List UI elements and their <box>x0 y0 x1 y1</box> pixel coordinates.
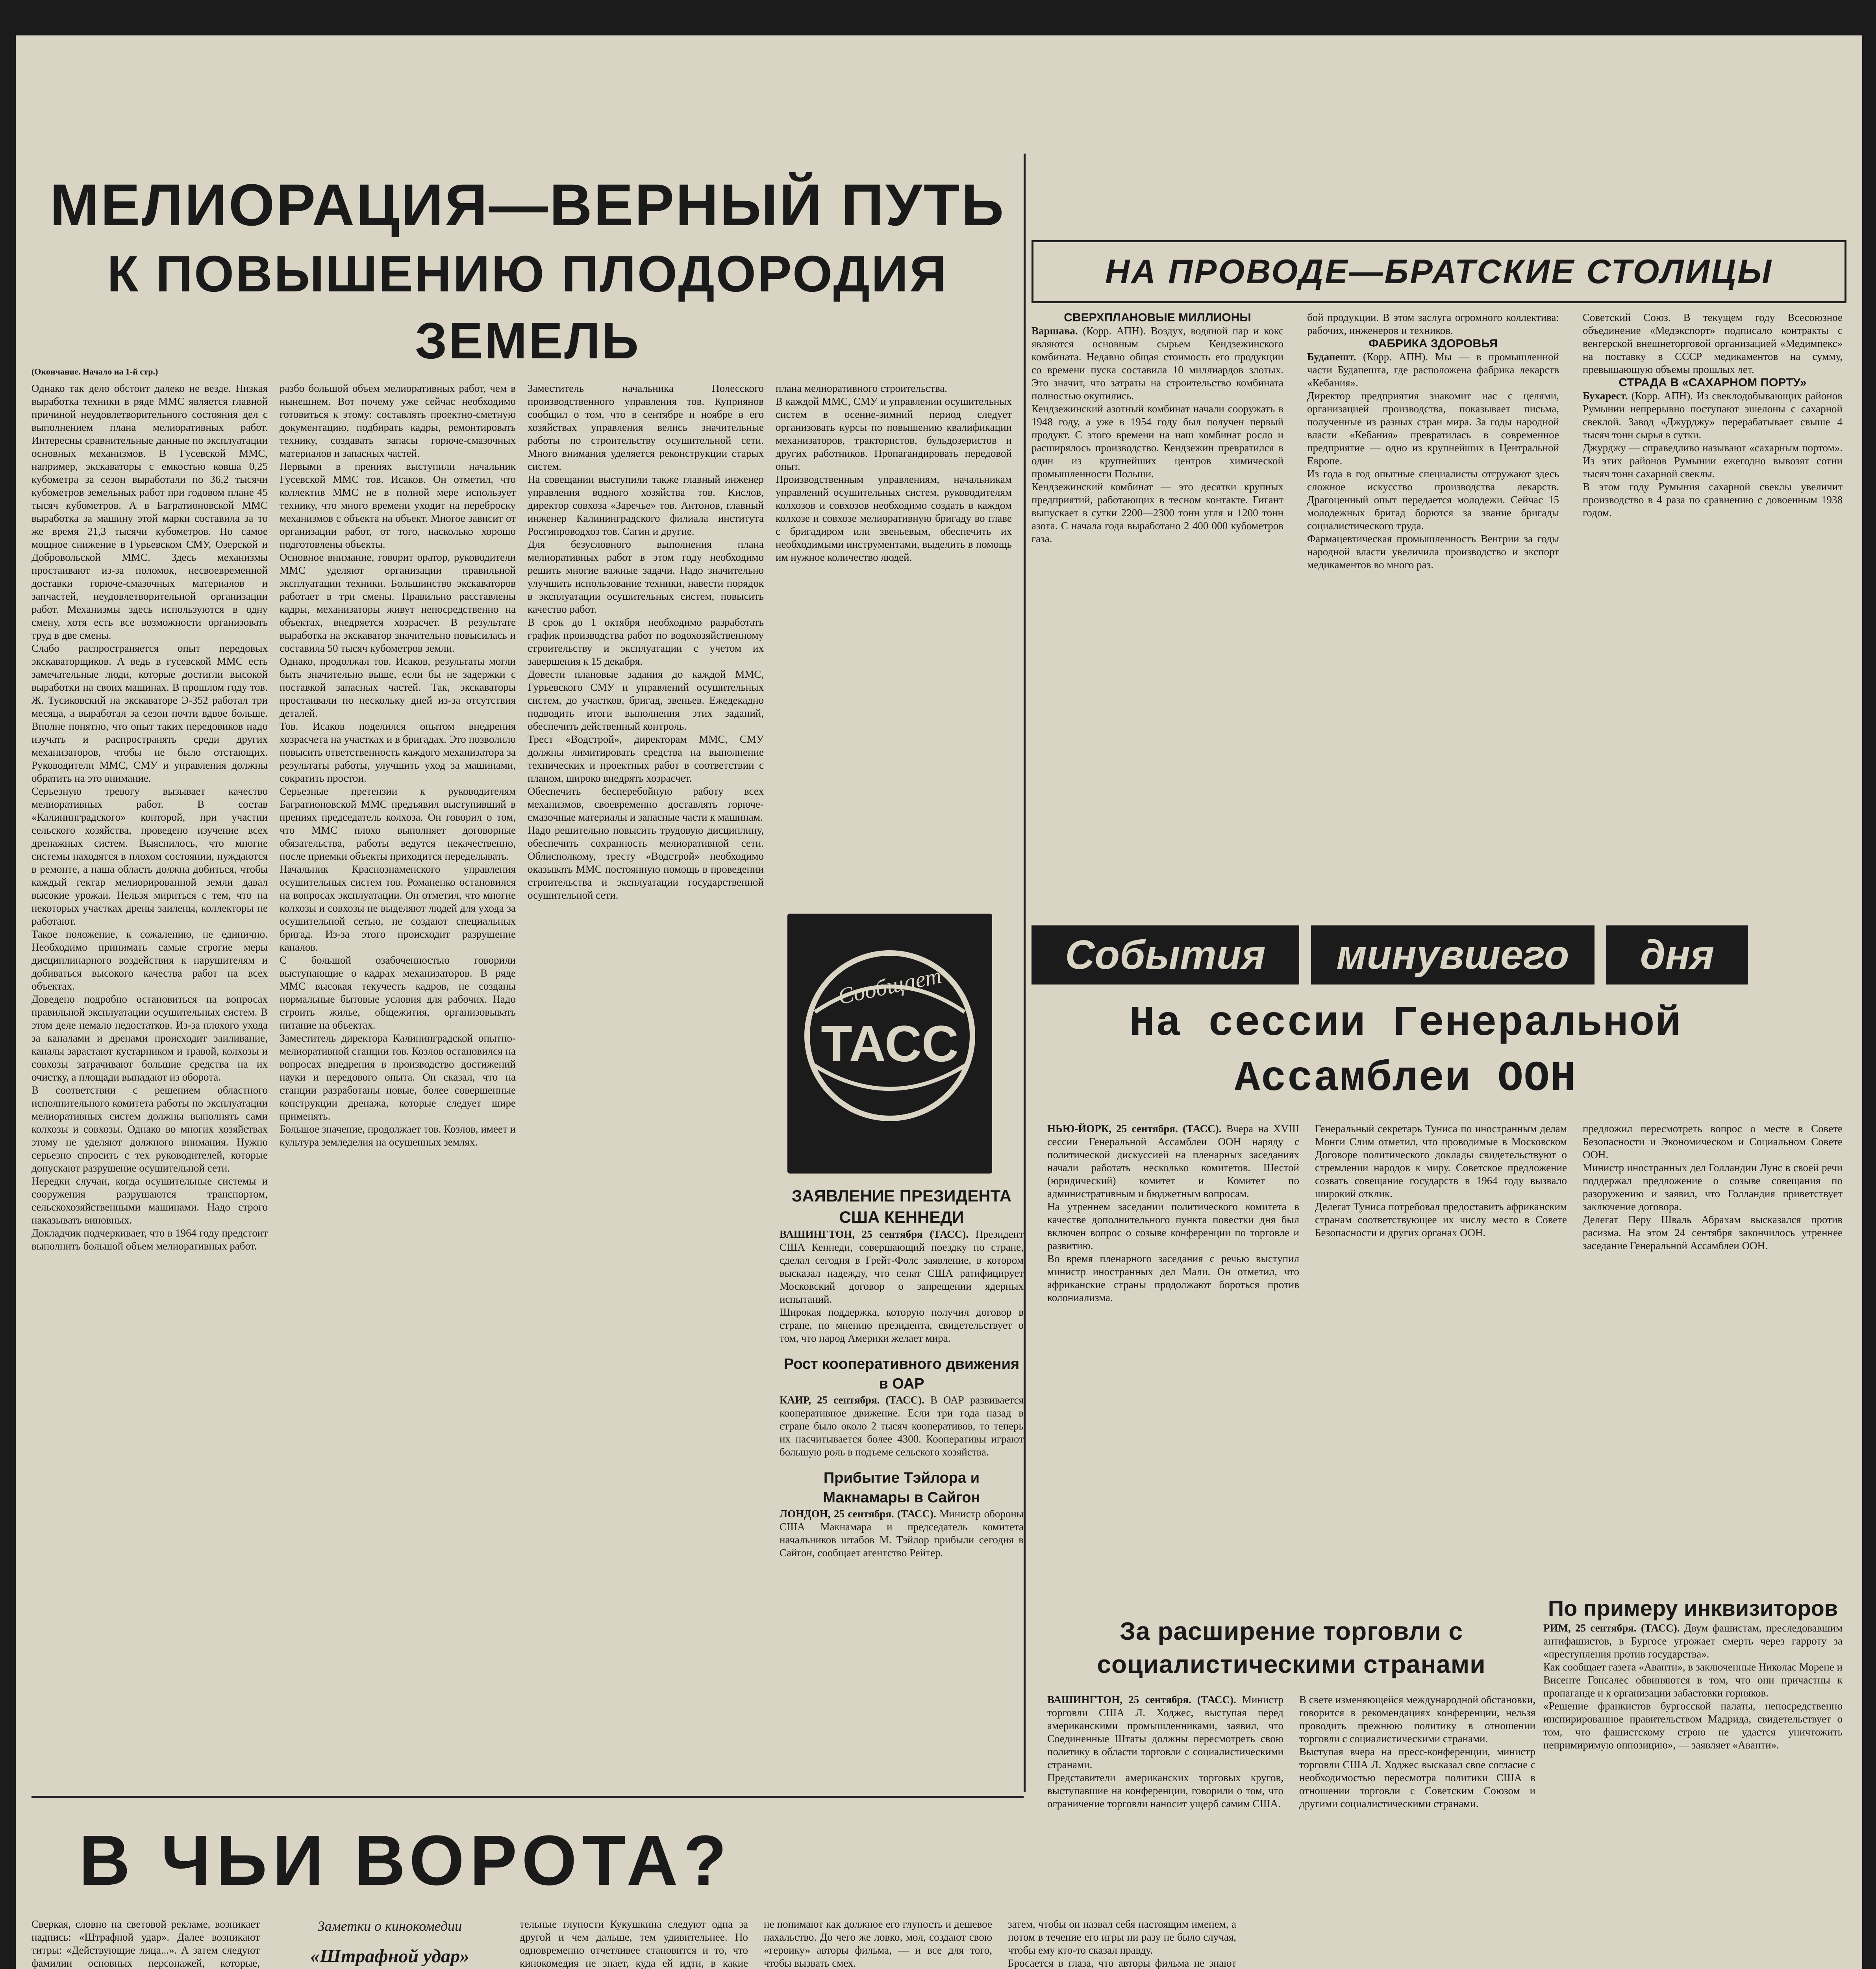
tass-item1-title: ЗАЯВЛЕНИЕ ПРЕЗИДЕНТА США КЕННЕДИ <box>791 1187 1012 1226</box>
un-col-2: Генеральный секретарь Туниса по иностранным делам Монги Слим отметил, что проводимые в Московском Договоре политического доклады свидетельствуют о стремлении народов к миру. Советское предложение созвать совещание государств в 1964 году вызвало широкий отклик. Делегат Туниса потребовал предоставить африканским странам соответствующее их числу место в Совете Безопасности и других органах ООН. <box>1315 1123 1567 1239</box>
main-col-4: плана мелиоративного строительства. В каждой ММС, СМУ и управлении осушительных систем в осенне-зимний период следует организовать курсы по повышению квалификации механизаторов, трактористов, бульдозеристов и других работников. Пропагандировать передовой опыт. Производственным управлениям, начальникам управлений осушительных систем, руководителям колхозов и совхозов необходимо создать в каждом колхозе и совхозе мелиоративную бригаду во главе с бригадиром или звеньевым, обеспечить их необходимыми инструментами, выделить в помощь им нужное количество людей. <box>776 382 1012 563</box>
main-headline-line1: МЕЛИОРАЦИЯ—ВЕРНЫЙ ПУТЬ <box>50 172 1006 238</box>
review-col-5: затем, чтобы он назвал себя настоящим именем, а потом в течение его игры ни разу не было случая, чтобы ему кто-то сказал правду. Бросается в глаза, что авторы фильма не знают <box>1008 1918 1236 1969</box>
review-col-4: не понимают как должное его глупость и дешевое нахальство. До чего же ловко, мол, создают свою «героику» авторы фильма, — и все для того, чтобы вызвать смех. <box>764 1918 992 1969</box>
review-col-3: тельные глупости Кукушкина следуют одна за другой и чем дальше, тем удивительнее. Но одновременно отчетливее становится и то, что кинокомедия не знает, куда ей идти, в какие <box>520 1918 748 1969</box>
tass-logo-word: Сообщает <box>835 962 944 1010</box>
un-article-body <box>1047 1122 1843 1595</box>
divider-horizontal-middle <box>31 1796 1024 1798</box>
un-col-1: НЬЮ-ЙОРК, 25 сентября. (ТАСС). Вчера на XVIII сессии Генеральной Ассамблеи ООН наряду с политической дискуссией на пленарных заседаниях начали работать несколько комитетов. Шестой (юридический) комитет и Комитет по административным и бюджетным вопросам. На утреннем заседании политического комитета в качестве дополнительного пункта повестки дня был включен вопрос о созыве конференции по торговле и развитию. Во время пленарного заседания с речью выступил министр иностранных дел Мали. Он отметил, что африканские страны продолжают бороться против колониализма. <box>1047 1123 1299 1303</box>
inquisitors-article: По примеру инквизиторов РИМ, 25 сентября. (ТАСС). Двум фашистам, преследовавшим антифашистов, в Бургосе угрожает смерть через гарроту за «преступления против государства». Как сообщает газета «Аванти», в заключенные Николас Морене и Висенте Гонсалес обвиняются в том, что они причастны к пропаганде и к организации забастовки горняков. «Решение франкистов бургосской палаты, непосредственно инспирированное правительством Мадрида, свидетельствует о том, что фашистскому строю не удастся уничтожить непримиримую оппозицию», — заявляет «Аванти». <box>1543 1596 1843 1751</box>
main-col-3: Заместитель начальника Полесского производственного управления тов. Куприянов сообщил о том, что в сентябре и ноябре в его хозяйствах управления велись значительные работы по строительству осушительной сети. Много внимания уделяется реконструкции старых систем. На совещании выступили также главный инженер управления водного хозяйства тов. Кислов, директор совхоза «Заречье» тов. Антонов, главный инженер Калининградского филиала института Росгипроводхоз тов. Сагин и другие. Для безусловного выполнения плана мелиоративных работ в этом году необходимо решить многие важные задачи. Надо значительно улучшить использование техники, навести порядок в эксплуатации осушительных систем, повысить качество работ. В срок до 1 октября необходимо разработать график производства работ по водохозяйственному строительству и эксплуатации с учетом их завершения к 15 декабря. Довести плановые задания до каждой ММС, Гурьевского СМУ и управлений осушительных систем, до участков, бригад, звеньев. Ежедекадно подводить итоги выполнения этих заданий, обеспечить действенный контроль. Трест «Водстрой», директорам ММС, СМУ должны лимитировать средства на выполнение технических и проектных работ в соответствии с планом, широко внедрять хозрасчет. Обеспечить бесперебойную работу всех механизмов, своевременно доставлять горюче-смазочные материалы и запасные части к машинам. Надо решительно повысить трудовую дисциплину, обеспечить сохранность мелиоративной сети. Облисполкому, тресту «Водстрой» необходимо оказывать ММС постоянную помощь в проведении строительства и эксплуатации государственной осушительной сети. <box>528 382 764 901</box>
review-headline: В ЧЬИ ВОРОТА? <box>79 1821 732 1900</box>
un-article-headline: На сессии Генеральной Ассамблеи ООН <box>1129 1000 1682 1103</box>
capitals-item3-title: СТРАДА В «САХАРНОМ ПОРТУ» <box>1619 376 1807 389</box>
review-headline-block <box>31 1815 780 1906</box>
tass-column: ЗАЯВЛЕНИЕ ПРЕЗИДЕНТА США КЕННЕДИ ВАШИНГТОН, 25 сентября (ТАСС). Президент США Кеннеди, совершающий поездку по стране, сделал сегодня в Грейт-Фолс заявление, в котором высказал надежду, что сенат США ратифицирует Московский договор о запрещении ядерных испытаний. Широкая поддержка, которую получил договор в стране, по мнению президента, свидетельствует о том, что народ Америки желает мира. Рост кооперативного движения в ОАР КАИР, 25 сентября. (ТАСС). В ОАР развивается кооперативное движение. Если три года назад в стране было около 2 тысяч кооперативов, то теперь их насчитывается более 4300. Кооперативы играют большую роль в подъеме сельского хозяйства. Прибытие Тэйлора и Макнамары в Сайгон ЛОНДОН, 25 сентября. (ТАСС). Министр обороны США Макнамара и председатель комитета начальников штабов М. Тэйлор прибыли сегодня в Сайгон, сообщает агентство Рейтер. <box>780 1185 1024 1792</box>
main-headline-block <box>31 165 1024 370</box>
review-film-title: «Штрафной удар» <box>310 1946 470 1967</box>
un-dateline: НЬЮ-ЙОРК, 25 сентября. (ТАСС). <box>1047 1123 1222 1135</box>
trade-headline: За расширение торговли с социалистическими странами <box>1097 1617 1486 1678</box>
capitals-item2-title: ФАБРИКА ЗДОРОВЬЯ <box>1368 337 1498 350</box>
trade-col-1: ВАШИНГТОН, 25 сентября. (ТАСС). Министр торговли США Л. Ходжес, выступая перед американскими промышленниками, заявил, что Соединенные Штаты должны пересмотреть свою политику в области торговли с социалистическими странами. Представители американских торговых кругов, выступавшие на конференции, говорили о том, что ограничение торговли наносит ущерб самим США. <box>1047 1694 1283 1810</box>
trade-col-2: В свете изменяющейся международной обстановки, говорится в рекомендациях конференции, нельзя проводить прежнюю политику в отношении торговли с социалистическими странами. Выступая вчера на пресс-конференции, министр торговли США Л. Ходжес высказал свое согласие с необходимостью пересмотра политики США в отношении торговли с Советским Союзом и другими социалистическими странами. <box>1299 1694 1535 1810</box>
capitals-item1-title: СВЕРХПЛАНОВЫЕ МИЛЛИОНЫ <box>1064 311 1251 324</box>
tass-item3-title: Прибытие Тэйлора и Макнамары в Сайгон <box>823 1470 980 1506</box>
events-banner-word2: минувшего <box>1311 925 1595 984</box>
review-col-1: Сверкая, словно на световой рекламе, возникает надпись: «Штрафной удар». Далее возникают титры: «Действующие лица...». А затем следуют фамилии основных персонажей, которые, <box>31 1918 260 1969</box>
trade-dateline: ВАШИНГТОН, 25 сентября. (ТАСС). <box>1047 1694 1236 1706</box>
events-banner-word1: События <box>1032 925 1299 984</box>
un-article-headline-block <box>1047 996 1764 1111</box>
review-subtitle: Заметки о кинокомедии <box>317 1918 462 1934</box>
newspaper-page <box>16 35 1862 1969</box>
un-col-3: предложил пересмотреть вопрос о месте в Совете Безопасности и Экономическом и Социальном Совете ООН. Министр иностранных дел Голландии Лунс в своей речи поддержал предложение о созыве совещания по разоружению и заявил, что Голландия приветствует заключение договора. Делегат Перу Шваль Абрахам высказался против расизма. На этом 24 сентября закончилось утреннее заседание Генеральной Ассамблеи ООН. <box>1583 1123 1843 1251</box>
events-banner-word3: дня <box>1606 925 1748 984</box>
tass-logo <box>787 914 992 1174</box>
capitals-col-2: бой продукции. В этом заслуга огромного коллектива: рабочих, инженеров и техников. ФАБРИКА ЗДОРОВЬЯ Будапешт. (Корр. АПН). Мы — в промышленной части Будапешта, где расположена фабрика лекарств «Кебания». Директор предприятия знакомит нас с целями, организацией производства, показывает письма, полученные из разных стран мира. За годы народной власти «Кебания» превратилась в современное предприятие — одно из крупнейших в Центральной Европе. Из года в год опытные специалисты отгружают здесь сложное искусство производства лекарств. Драгоценный опыт передается молодежи. Сейчас 15 молодежных бригад борются за звание бригады социалистического труда. Фармацевтическая промышленность Венгрии за годы народной власти увеличила производство и экспорт медикаментов во много раз. <box>1307 311 1559 571</box>
capitals-col-1: СВЕРХПЛАНОВЫЕ МИЛЛИОНЫ Варшава. (Корр. АПН). Воздух, водяной пар и кокс являются основным сырьем Кендзежинского комбината. Недавно общая стоимость его продукции со времени пуска составила 10 миллиардов злотых. Это значит, что затраты на строительство комбината полностью окупились. Кендзежинский азотный комбинат начали сооружать в 1948 году, а уже в 1954 году был получен первый продукт. С этого времени на наш комбинат росло и расширялось производство. Кендзежин превратился в один из крупнейших центров химической промышленности Польши. Кендзежинский комбинат — это десятки крупных предприятий, работающих в тесном контакте. Гигант выпускает в сутки 2200—2300 тонн угля и 1200 тонн азота. С начала года выработано 2 400 000 кубометров газа. <box>1032 311 1283 545</box>
inquisitors-dateline: РИМ, 25 сентября. (ТАСС). <box>1543 1622 1680 1634</box>
capitals-header: НА ПРОВОДЕ—БРАТСКИЕ СТОЛИЦЫ <box>1105 253 1773 291</box>
main-headline-line2: К ПОВЫШЕНИЮ ПЛОДОРОДИЯ ЗЕМЕЛЬ <box>107 245 948 369</box>
main-article-body <box>31 382 764 1796</box>
main-col-2: разбо большой объем мелиоративных работ, чем в нынешнем. Вот почему уже сейчас необходимо готовиться к этому: составлять проектно-сметную документацию, подбирать кадры, ремонтировать технику, создавать запасы горюче-смазочных материалов и запасных частей. Первыми в прениях выступили начальник Гусевской ММС тов. Исаков. Он отметил, что коллектив ММС не в полной мере использует технику, что много времени уходит на переброску механизмов с объекта на объект. Многое зависит от организации работ, от того, насколько хорошо подготовлены объекты. Основное внимание, говорит оратор, руководители ММС уделяют организации правильной эксплуатации техники. Большинство экскаваторов работает в три смены. Правильно расставлены кадры, механизаторы живут непосредственно на объектах, внедряется хозрасчет. В результате выработка на экскаватор значительно повысилась и составила 50 тысяч кубометров земли. Однако, продолжал тов. Исаков, результаты могли быть значительно выше, если бы не задержки с поставкой запасных частей. Так, экскаваторы простаивали по нескольку дней из-за отсутствия деталей. Тов. Исаков поделился опытом внедрения хозрасчета на участках и в бригадах. Это позволило повысить ответственность каждого механизатора за результаты работы, улучшить уход за машинами, сократить простои. Серьезные претензии к руководителям Багратионовской ММС предъявил выступивший в прениях председатель колхоза. Он говорил о том, что ММС плохо выполняет договорные обязательства, работы ведутся некачественно, после приемки объекты приходится переделывать. Начальник Краснознаменского управления осушительных систем тов. Романенко остановился на вопросах эксплуатации. Он отметил, что многие колхозы и совхозы не выделяют людей для ухода за осушительной сетью, не создают специальных бригад. Из-за этого происходит разрушение каналов. С большой озабоченностью говорили выступающие о кадрах механизаторов. В ряде ММС высокая текучесть кадров, не созданы нормальные бытовые условия для рабочих. Надо строить жилье, общежития, организовывать питание на объектах. Заместитель директора Калининградской опытно-мелиоративной станции тов. Козлов остановился на вопросах внедрения в производство достижений науки и передового опыта. Он сказал, что на станции разработаны новые, более совершенные конструкции дренажа, которые следует шире применять. Большое значение, продолжает тов. Козлов, имеет и культура земледелия на осушенных землях. <box>280 382 516 1148</box>
divider-vertical-top <box>1024 154 1026 1792</box>
main-col-1: Однако так дело обстоит далеко не везде. Низкая выработка техники в ряде ММС является главной причиной неудовлетворительного состояния дел с выполнением плана мелиоративных работ. Интересны сравнительные данные по эксплуатации основных механизмов. В Гусевской ММС, например, экскаваторы с емкостью ковша 0,25 кубометра за сезон выработали по 36,2 тысячи кубометров земельных работ при годовом плане 45 тысяч кубометров. А в Багратионовской ММС выработка за машину этой марки составила за то же время 21,3 тысячи кубометров. Но самое мощное снижение в Гурьевском СМУ, Озерской и Добровольской ММС. Здесь механизмы простаивают из-за поломок, несвоевременной доставки горюче-смазочных материалов и запчастей, неудовлетворительной организации работ. Механизмы здесь используются в одну смену, хотя есть все возможности организовать труд в две смены. Слабо распространяется опыт передовых экскаваторщиков. А ведь в гусевской ММС есть замечательные люди, которые достигли высокой выработки на своих машинах. В прошлом году тов. Ж. Тусиковский на экскаваторе Э-352 работал три месяца, а выработал за сезон почти вдвое больше. Вполне понятно, что опыт таких передовиков надо изучать и распространять среди других механизаторов, чтобы не было отстающих. Руководители ММС, СМУ и управления должны обратить на это внимание. Серьезную тревогу вызывает качество мелиоративных работ. В состав «Калининградского» конторой, при участии сельского хозяйства, проведено изучение всех дренажных систем. Выяснилось, что многие системы находятся в плохом состоянии, нуждаются в ремонте, а наша область должна добиться, чтобы каждый гектар мелиорированной земли давал высокие урожаи. Нельзя мириться с тем, что на некоторых участках дрены заилены, коллекторы не работают. Такое положение, к сожалению, не единично. Необходимо принимать самые строгие меры дисциплинарного воздействия к нарушителям и добиваться высокого качества работ на всех объектах. Доведено подробно остановиться на вопросах правильной эксплуатации осушительных систем. В этом деле немало недостатков. Из-за плохого ухода за каналами и дренами происходит заиливание, каналы зарастают кустарником и травой, колхозы и совхозы затрачивают большие средства на их очистку, а площади выпадают из оборота. В соответствии с решением областного исполнительного комитета работы по эксплуатации мелиоративных систем должны выполнять сами колхозы и совхозы. Однако во многих хозяйствах этому не уделяют должного внимания. Нужно серьезно спросить с тех руководителей, которые допускают разрушение осушительной сети. Нередки случаи, когда осушительные системы и сооружения разрушаются транспортом, сельскохозяйственными машинами. Надо строго наказывать виновных. Докладчик подчеркивает, что в 1964 году предстоит выполнить большой объем мелиоративных работ. <box>31 382 268 1252</box>
capitals-header-box <box>1032 240 1846 303</box>
tass-item2-title: Рост кооперативного движения в ОАР <box>783 1356 1020 1392</box>
inquisitors-title: По примеру инквизиторов <box>1548 1596 1838 1620</box>
events-banner <box>1032 921 1748 988</box>
trade-article <box>1047 1615 1535 1969</box>
continuation-note: (Окончание. Начало на 1-й стр.) <box>31 367 158 376</box>
review-body <box>31 1918 1370 1969</box>
capitals-col-3: Советский Союз. В текущем году Всесоюзное объединение «Медэкспорт» подписало контракты с венгерской внешнеторговой организацией «Медимпекс» на поставку в СССР медикаментов на сумму, превышающую объемы прошлых лет. СТРАДА В «САХАРНОМ ПОРТУ» Бухарест. (Корр. АПН). Из свеклодобывающих районов Румынии непрерывно поступают эшелоны с сахарной свеклой. Завод «Джурджу» перерабатывает свыше 4 тысяч тонн сырья в сутки. Джурджу — справедливо называют «сахарным портом». Из этих районов Румынии ежегодно вывозят сотни тысяч тонн сахарной свеклы. В этом году Румыния сахарной свеклы увеличит производство в 4 раза по сравнению с довоенным 1938 годом. <box>1583 311 1843 519</box>
capitals-body <box>1032 311 1843 862</box>
tass-logo-letters: ТАСС <box>821 1016 959 1071</box>
